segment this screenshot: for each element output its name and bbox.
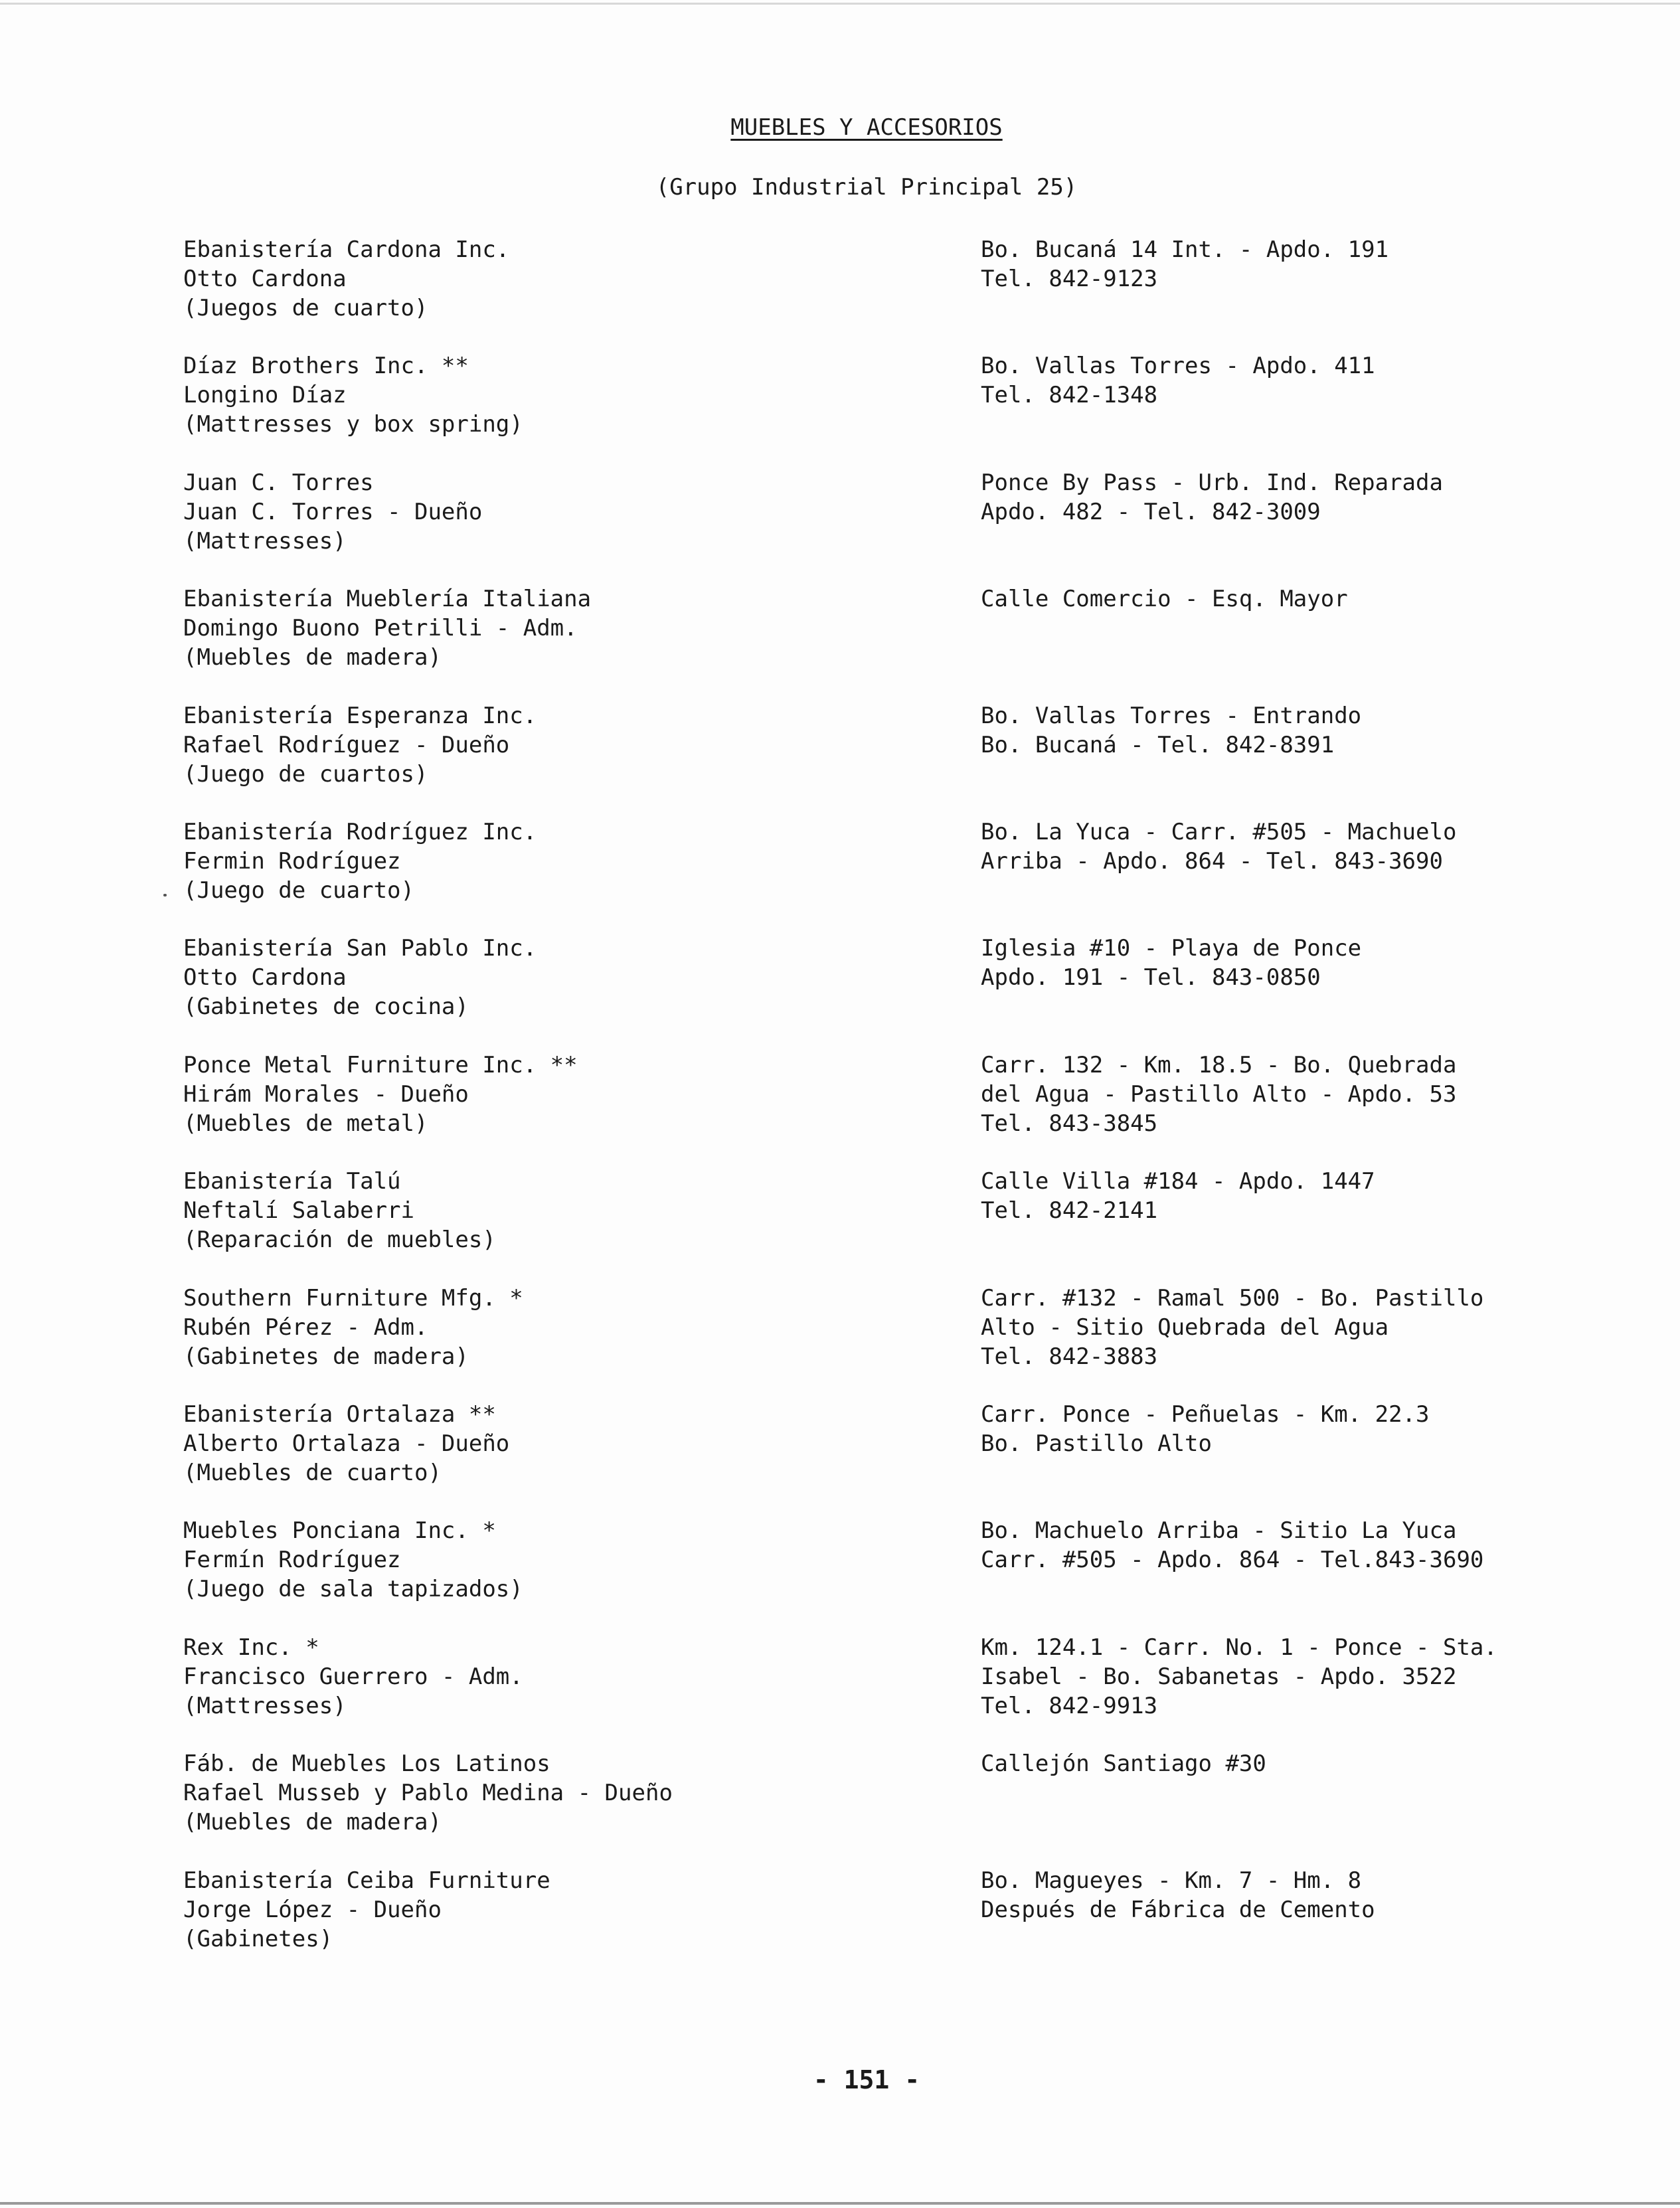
product-line: (Juego de sala tapizados) [183, 1576, 523, 1602]
address-line: Apdo. 482 - Tel. 842-3009 [981, 499, 1321, 525]
directory-entry [0, 701, 1680, 801]
contact-person: Hirám Morales - Dueño [183, 1081, 469, 1108]
address-line: Apdo. 191 - Tel. 843-0850 [981, 964, 1321, 991]
address-line: Callejón Santiago #30 [981, 1750, 1266, 1777]
entry-business-column [183, 1051, 967, 1138]
address-line: Bo. La Yuca - Carr. #505 - Machuelo [981, 819, 1457, 845]
business-name: Ebanistería Rodríguez Inc. [183, 819, 537, 845]
business-name: Fáb. de Muebles Los Latinos [183, 1750, 550, 1777]
entry-address-column [981, 1633, 1658, 1721]
contact-person: Longino Díaz [183, 382, 347, 408]
directory-entry [0, 1400, 1680, 1499]
product-line: (Juego de cuarto) [183, 877, 414, 904]
page-bottom-edge [0, 2202, 1680, 2205]
contact-person: Neftalí Salaberri [183, 1197, 414, 1224]
entry-business-column [183, 934, 967, 1021]
entry-business-column [183, 1749, 967, 1837]
product-line: (Muebles de cuarto) [183, 1460, 442, 1486]
address-line: Calle Villa #184 - Apdo. 1447 [981, 1168, 1375, 1195]
address-line: Bo. Machuelo Arriba - Sitio La Yuca [981, 1517, 1457, 1544]
address-line: Isabel - Bo. Sabanetas - Apdo. 3522 [981, 1663, 1457, 1690]
page-top-edge [0, 3, 1680, 5]
entry-address-column [981, 1516, 1658, 1574]
address-line: Iglesia #10 - Playa de Ponce [981, 935, 1362, 962]
address-line: Carr. Ponce - Peñuelas - Km. 22.3 [981, 1401, 1430, 1428]
product-line: (Juego de cuartos) [183, 761, 428, 788]
product-line: (Muebles de madera) [183, 1809, 442, 1835]
business-name: Rex Inc. * [183, 1634, 319, 1661]
entry-address-column [981, 1051, 1658, 1138]
address-line: Bo. Pastillo Alto [981, 1430, 1212, 1457]
product-line: (Juegos de cuarto) [183, 295, 428, 321]
address-line: Bo. Bucaná - Tel. 842-8391 [981, 732, 1335, 758]
entry-address-column [981, 1284, 1658, 1371]
entry-business-column [183, 817, 967, 905]
product-line: (Mattresses) [183, 1693, 347, 1719]
product-line: (Gabinetes de madera) [183, 1343, 469, 1370]
entry-address-column [981, 934, 1658, 992]
business-name: Southern Furniture Mfg. * [183, 1285, 523, 1312]
address-line: Tel. 842-9913 [981, 1693, 1158, 1719]
directory-entry [0, 1516, 1680, 1616]
entry-business-column [183, 1167, 967, 1254]
entry-address-column [981, 817, 1658, 876]
address-line: Bo. Magueyes - Km. 7 - Hm. 8 [981, 1867, 1362, 1894]
business-name: Ebanistería Ceiba Furniture [183, 1867, 550, 1894]
directory-entry [0, 1051, 1680, 1150]
contact-person: Juan C. Torres - Dueño [183, 499, 483, 525]
entry-business-column [183, 1633, 967, 1721]
address-line: Calle Comercio - Esq. Mayor [981, 586, 1348, 612]
business-name: Ebanistería Talú [183, 1168, 401, 1195]
address-line: Tel. 842-9123 [981, 266, 1158, 292]
entry-business-column [183, 1284, 967, 1371]
directory-entry [0, 1167, 1680, 1266]
contact-person: Otto Cardona [183, 964, 347, 991]
address-line: Tel. 842-2141 [981, 1197, 1158, 1224]
entry-business-column [183, 1400, 967, 1487]
entry-address-column [981, 468, 1658, 527]
entry-address-column [981, 235, 1658, 294]
entry-address-column [981, 701, 1658, 760]
entry-address-column [981, 1167, 1658, 1225]
contact-person: Alberto Ortalaza - Dueño [183, 1430, 510, 1457]
contact-person: Francisco Guerrero - Adm. [183, 1663, 523, 1690]
address-line: Ponce By Pass - Urb. Ind. Reparada [981, 469, 1443, 496]
page-number: - 151 - [813, 2065, 920, 2094]
entry-address-column [981, 584, 1658, 614]
product-line: (Mattresses) [183, 528, 347, 554]
business-name: Ebanistería Esperanza Inc. [183, 703, 537, 729]
entry-address-column [981, 1400, 1658, 1458]
business-name: Ebanistería San Pablo Inc. [183, 935, 537, 962]
entry-business-column [183, 584, 967, 672]
business-name: Ebanistería Ortalaza ** [183, 1401, 496, 1428]
directory-entry [0, 584, 1680, 684]
address-line: Km. 124.1 - Carr. No. 1 - Ponce - Sta. [981, 1634, 1497, 1661]
entry-business-column [183, 1866, 967, 1954]
directory-entry [0, 1749, 1680, 1849]
entry-address-column [981, 1866, 1658, 1924]
product-line: (Gabinetes) [183, 1926, 333, 1952]
product-line: (Mattresses y box spring) [183, 411, 523, 438]
entry-business-column [183, 701, 967, 789]
address-line: Bo. Vallas Torres - Apdo. 411 [981, 353, 1375, 379]
directory-entry [0, 817, 1680, 917]
entry-business-column [183, 235, 967, 323]
address-line: Carr. #132 - Ramal 500 - Bo. Pastillo [981, 1285, 1484, 1312]
page-title: MUEBLES Y ACCESORIOS [730, 114, 1003, 141]
address-line: Bo. Vallas Torres - Entrando [981, 703, 1362, 729]
business-name: Muebles Ponciana Inc. * [183, 1517, 496, 1544]
entry-address-column [981, 1749, 1658, 1778]
address-line: Carr. #505 - Apdo. 864 - Tel.843-3690 [981, 1547, 1484, 1573]
contact-person: Fermín Rodríguez [183, 1547, 401, 1573]
contact-person: Rafael Rodríguez - Dueño [183, 732, 510, 758]
contact-person: Otto Cardona [183, 266, 347, 292]
product-line: (Reparación de muebles) [183, 1227, 496, 1253]
address-line: Arriba - Apdo. 864 - Tel. 843-3690 [981, 848, 1443, 875]
business-name: Ponce Metal Furniture Inc. ** [183, 1052, 578, 1078]
entry-business-column [183, 468, 967, 556]
address-line: Alto - Sitio Quebrada del Agua [981, 1314, 1389, 1341]
directory-entry [0, 235, 1680, 335]
directory-entry [0, 934, 1680, 1033]
address-line: Tel. 842-3883 [981, 1343, 1158, 1370]
address-line: Bo. Bucaná 14 Int. - Apdo. 191 [981, 236, 1389, 263]
business-name: Ebanistería Cardona Inc. [183, 236, 510, 263]
address-line: Después de Fábrica de Cemento [981, 1897, 1375, 1923]
contact-person: Domingo Buono Petrilli - Adm. [183, 615, 578, 641]
directory-entry [0, 1633, 1680, 1733]
contact-person: Rafael Musseb y Pablo Medina - Dueño [183, 1780, 673, 1806]
directory-entry [0, 351, 1680, 451]
business-name: Ebanistería Mueblería Italiana [183, 586, 592, 612]
address-line: del Agua - Pastillo Alto - Apdo. 53 [981, 1081, 1457, 1108]
directory-entry [0, 1866, 1680, 1966]
page-subtitle: (Grupo Industrial Principal 25) [655, 174, 1078, 201]
entry-address-column [981, 351, 1658, 410]
entry-business-column [183, 351, 967, 439]
address-line: Carr. 132 - Km. 18.5 - Bo. Quebrada [981, 1052, 1457, 1078]
business-name: Díaz Brothers Inc. ** [183, 353, 469, 379]
product-line: (Muebles de metal) [183, 1110, 428, 1137]
contact-person: Fermin Rodríguez [183, 848, 401, 875]
address-line: Tel. 843-3845 [981, 1110, 1158, 1137]
contact-person: Jorge López - Dueño [183, 1897, 442, 1923]
directory-entry [0, 1284, 1680, 1383]
contact-person: Rubén Pérez - Adm. [183, 1314, 428, 1341]
product-line: (Muebles de madera) [183, 644, 442, 671]
product-line: (Gabinetes de cocina) [183, 993, 469, 1020]
business-name: Juan C. Torres [183, 469, 374, 496]
entry-business-column [183, 1516, 967, 1604]
address-line: Tel. 842-1348 [981, 382, 1158, 408]
directory-entry [0, 468, 1680, 568]
